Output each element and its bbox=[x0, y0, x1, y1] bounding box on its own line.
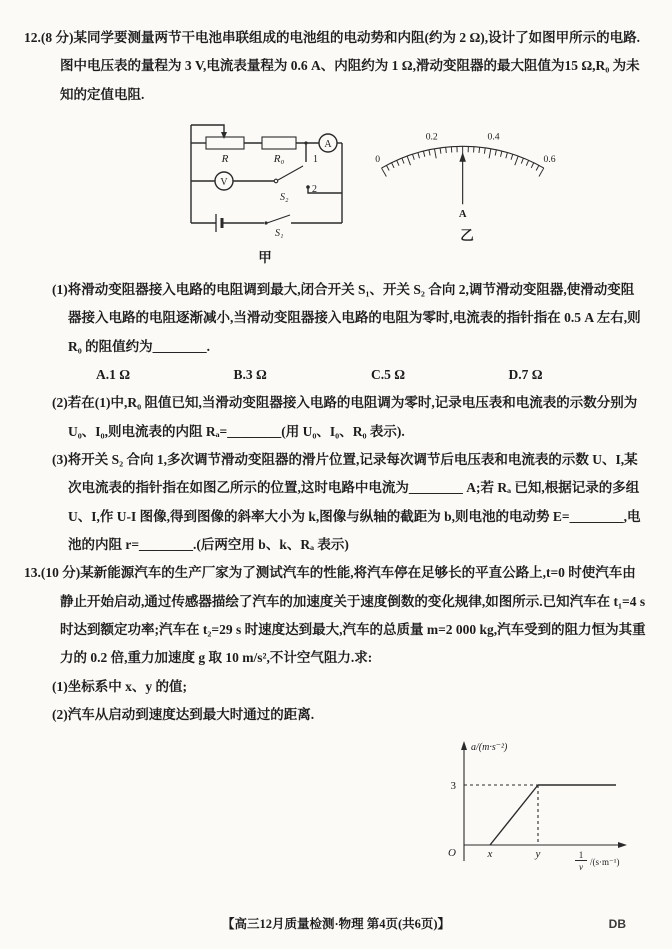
q12-stem: 12.(8 分)某同学要测量两节干电池串联组成的电池组的电动势和内阻(约为 2 Ω),设计了如图甲所示的电路.图中电压表的量程为 3 V,电流表量程为 0.6 A、内阻约为 1 Ω,滑动变阻器的最大阻值为15 Ω,R₀ 为未知的定值电阻. bbox=[24, 30, 641, 102]
svg-text:1: 1 bbox=[578, 850, 584, 861]
dial-needle-arrow-icon bbox=[459, 152, 466, 162]
svg-text:/(s·m⁻¹): /(s·m⁻¹) bbox=[590, 857, 620, 868]
question-13 bbox=[24, 559, 646, 873]
dial-unit-label: A bbox=[458, 208, 467, 220]
dial-caption: 乙 bbox=[460, 228, 474, 244]
slider-arrow-icon bbox=[221, 132, 227, 139]
circuit-diagram bbox=[176, 115, 354, 247]
resistor-r0-body bbox=[262, 137, 296, 149]
circuit-figure bbox=[176, 115, 354, 268]
q12-figures bbox=[176, 115, 646, 268]
question-12 bbox=[24, 24, 646, 559]
switch-s1-blade bbox=[267, 215, 290, 223]
circuit-caption: 甲 bbox=[258, 250, 272, 266]
page-footer bbox=[0, 916, 672, 934]
y-axis-arrow-icon bbox=[461, 741, 467, 750]
q12-part2: (2)若在(1)中,R₀ 阻值已知,当滑动变阻器接入电路的电阻调为零时,记录电压表和电流表的示数分别为 U₀、I₀,则电流表的内阻 Rₐ=________(用 U₀、I₀、R₀ 表示). bbox=[52, 395, 638, 439]
a-vs-1overv-graph bbox=[434, 733, 634, 873]
x-axis-label bbox=[575, 850, 619, 872]
option-d: D.7 Ω bbox=[508, 366, 543, 382]
ammeter-label: A bbox=[324, 139, 332, 151]
voltmeter-label: V bbox=[220, 177, 228, 189]
q12-part3: (3)将开关 S₂ 合向 1,多次调节滑动变阻器的滑片位置,记录每次调节后电压表和电流表的示数 U、I,某次电流表的指针指在如图乙所示的位置,这时电路中电流为________ A;若 Rₐ 已知,根据记录的多组 U、I,作 U-I 图像,得到图像的斜率大小为 k,图像与纵轴的截距为 b,则电池的电动势 E=________,电池的内阻 r=________.(后两空用 b、k、Rₐ 表示) bbox=[52, 451, 641, 553]
y-tick-3: 3 bbox=[450, 780, 456, 793]
switch-s2-blade bbox=[278, 166, 303, 180]
contact-1-label: 1 bbox=[313, 154, 318, 166]
contact-2-label: 2 bbox=[312, 184, 317, 196]
q13-graph-row bbox=[24, 733, 646, 873]
q13-stem: 13.(10 分)某新能源汽车的生产厂家为了测试汽车的性能,将汽车停在足够长的平直公路上,t=0 时使汽车由静止开始启动,通过传感器描绘了汽车的加速度关于速度倒数的变化规律,如图所示.已知汽车在 t₁=4 s 时达到额定功率;汽车在 t₂=29 s 时速度达到最大,汽车的总质量 m=2 000 kg,汽车受到的阻力恒为其重力的 0.2 倍,重力加速度 g 取 10 m/s²,不计空气阻力.求: bbox=[24, 565, 646, 666]
footer-title: 【高三12月质量检测·物理 第4页(共6页)】 bbox=[221, 916, 451, 931]
rheostat-body bbox=[206, 137, 244, 149]
resistor-r0-label: R₀ bbox=[273, 153, 285, 166]
x-axis-arrow-icon bbox=[618, 842, 627, 848]
x-tick-y: y bbox=[535, 848, 541, 861]
q13-part1: (1)坐标系中 x、y 的值; bbox=[52, 678, 187, 694]
q12-options bbox=[96, 361, 646, 389]
dial-tick-02: 0.2 bbox=[425, 131, 438, 143]
q12-parts bbox=[52, 276, 646, 559]
option-b: B.3 Ω bbox=[233, 366, 267, 382]
y-axis-label: a/(m·s⁻²) bbox=[471, 742, 508, 754]
switch-s1-label: S₁ bbox=[275, 228, 284, 240]
q12-part1: (1)将滑动变阻器接入电路的电阻调到最大,闭合开关 S₁、开关 S₂ 合向 2,调节滑动变阻器,使滑动变阻器接入电路的电阻逐渐减小,当滑动变阻器接入电路的电阻为零时,电流表的指针指在 0.5 A 左右,则 R₀ 的阻值约为________. bbox=[52, 281, 641, 354]
footer-code: DB bbox=[608, 916, 626, 931]
ammeter-dial bbox=[368, 115, 566, 225]
svg-text:v: v bbox=[579, 862, 583, 873]
rising-segment bbox=[490, 785, 538, 845]
option-a: A.1 Ω bbox=[96, 366, 131, 382]
dial-tick-0: 0 bbox=[375, 153, 381, 165]
q13-part2: (2)汽车从启动到速度达到最大时通过的距离. bbox=[52, 707, 315, 723]
switch-s2-label: S₂ bbox=[280, 192, 289, 204]
option-c: C.5 Ω bbox=[371, 366, 406, 382]
x-tick-x: x bbox=[487, 848, 493, 861]
dial-tick-06: 0.6 bbox=[543, 153, 556, 165]
dial-figure bbox=[368, 115, 566, 246]
origin-label: O bbox=[448, 847, 456, 860]
dial-tick-04: 0.4 bbox=[487, 131, 500, 143]
rheostat-label: R bbox=[221, 153, 229, 166]
